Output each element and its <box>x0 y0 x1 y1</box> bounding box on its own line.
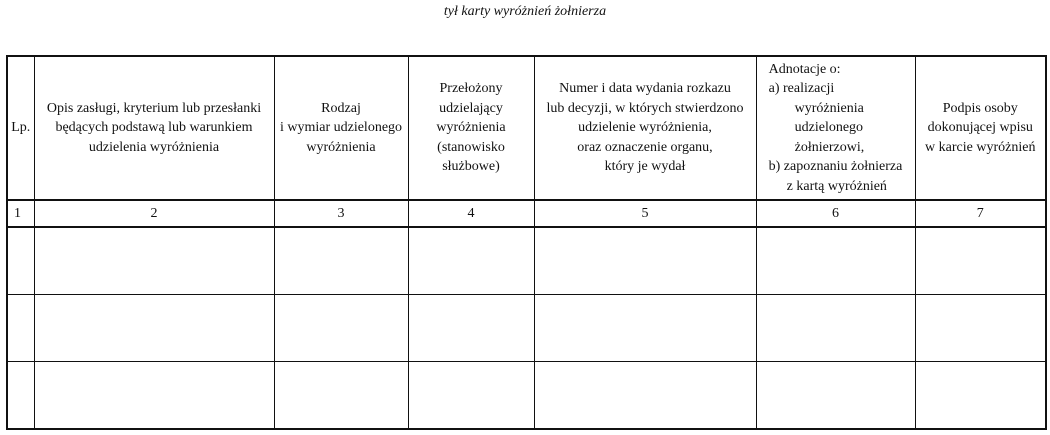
entry-cell[interactable] <box>274 362 408 430</box>
header-line: który je wydał <box>604 159 686 175</box>
annotation-b: b) zapoznaniu żołnierza <box>768 159 903 175</box>
column-number: 4 <box>408 200 534 227</box>
annotation-a-cont: udzielonego <box>794 120 864 136</box>
awards-record-table <box>6 55 1047 430</box>
entry-cell[interactable] <box>915 227 1046 295</box>
entry-row <box>7 227 1046 295</box>
entry-cell[interactable] <box>408 227 534 295</box>
column-number: 2 <box>34 200 274 227</box>
header-line: Przełożony <box>439 81 503 97</box>
header-line: udzielający <box>439 100 503 116</box>
entry-cell[interactable] <box>34 362 274 430</box>
header-row <box>7 56 1046 200</box>
header-line: oraz oznaczenie organu, <box>577 139 713 155</box>
header-line: wyróżnienia <box>436 120 506 136</box>
entry-row <box>7 362 1046 430</box>
entry-cell[interactable] <box>7 227 34 295</box>
header-line: Rodzaj <box>321 100 361 116</box>
entry-cell[interactable] <box>274 227 408 295</box>
column-number: 5 <box>534 200 756 227</box>
annotations-list <box>769 60 903 197</box>
header-line: Podpis osoby <box>942 100 1018 116</box>
entry-cell[interactable] <box>408 295 534 362</box>
column-number: 6 <box>756 200 915 227</box>
column-number-row <box>7 200 1046 227</box>
header-line: (stanowisko <box>437 139 505 155</box>
annotation-a: a) realizacji <box>768 81 835 97</box>
entry-cell[interactable] <box>7 362 34 430</box>
entry-cell[interactable] <box>274 295 408 362</box>
entry-cell[interactable] <box>756 362 915 430</box>
annotation-a-cont: żołnierzowi, <box>794 139 865 155</box>
entry-cell[interactable] <box>34 295 274 362</box>
entry-cell[interactable] <box>534 227 756 295</box>
entry-cell[interactable] <box>534 362 756 430</box>
entry-cell[interactable] <box>756 295 915 362</box>
header-merit-description <box>34 56 274 200</box>
header-line: Opis zasługi, kryterium lub przesłanki <box>46 100 262 116</box>
header-annotations <box>756 56 915 200</box>
header-lp: Lp. <box>7 56 34 200</box>
header-line: wyróżnienia <box>306 139 376 155</box>
annotation-a-cont: wyróżnienia <box>794 100 864 116</box>
form-caption: tył karty wyróżnień żołnierza <box>443 4 607 19</box>
entry-cell[interactable] <box>34 227 274 295</box>
header-line: udzielenia wyróżnienia <box>88 139 220 155</box>
header-signature <box>915 56 1046 200</box>
entry-cell[interactable] <box>756 227 915 295</box>
header-line: i wymiar udzielonego <box>279 120 403 136</box>
annotation-b-cont: z kartą wyróżnień <box>786 178 887 194</box>
entry-cell[interactable] <box>915 362 1046 430</box>
column-number: 7 <box>915 200 1046 227</box>
entry-cell[interactable] <box>7 295 34 362</box>
entry-cell[interactable] <box>534 295 756 362</box>
entry-row <box>7 295 1046 362</box>
header-line: lub decyzji, w których stwierdzono <box>546 100 744 116</box>
header-award-type <box>274 56 408 200</box>
column-number: 3 <box>274 200 408 227</box>
entry-cell[interactable] <box>915 295 1046 362</box>
header-line: udzielenie wyróżnienia, <box>578 120 712 136</box>
annotations-title: Adnotacje o: <box>768 61 841 77</box>
header-granting-superior <box>408 56 534 200</box>
header-line: będących podstawą lub warunkiem <box>55 120 253 136</box>
column-number: 1 <box>7 200 34 227</box>
header-order-number-date <box>534 56 756 200</box>
header-line: Numer i data wydania rozkazu <box>559 81 731 97</box>
header-line: służbowe) <box>442 159 500 175</box>
entry-cell[interactable] <box>408 362 534 430</box>
header-line: dokonującej wpisu <box>927 120 1033 136</box>
header-line: w karcie wyróżnień <box>925 139 1036 155</box>
